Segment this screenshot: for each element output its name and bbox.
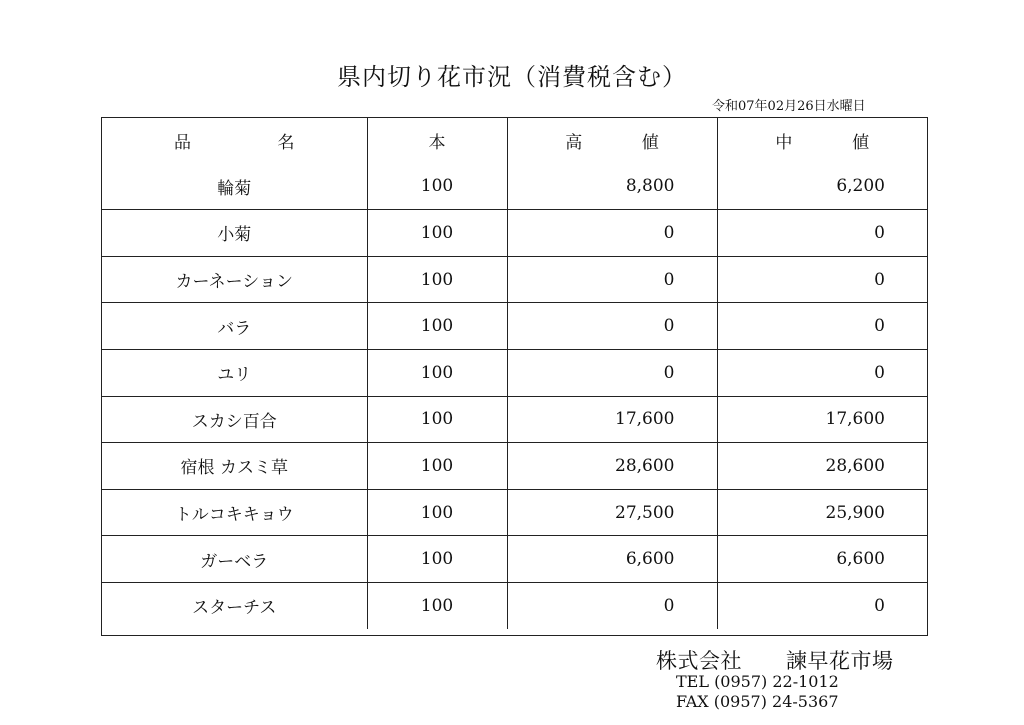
header-high-part1: 高: [565, 133, 583, 154]
high-price: 0: [507, 303, 717, 350]
header-quantity: 本: [367, 118, 507, 164]
company-type: 株式会社: [656, 649, 742, 673]
market-price-table: [101, 117, 928, 636]
header-high-part2: 値: [641, 133, 659, 154]
table-row: [102, 210, 927, 257]
quantity: 100: [367, 443, 507, 490]
table-row: [102, 303, 927, 350]
flower-name: スターチス: [102, 582, 367, 628]
table-row: [102, 396, 927, 443]
header-mid-part2: 値: [852, 133, 870, 154]
high-price: 0: [507, 256, 717, 303]
quantity: 100: [367, 210, 507, 257]
table-row: [102, 349, 927, 396]
flower-name: カーネーション: [102, 256, 367, 303]
company-title: 諫早花市場: [786, 649, 894, 673]
mid-price: 6,200: [836, 176, 885, 197]
quantity: 100: [367, 489, 507, 536]
quantity: 100: [367, 164, 507, 210]
flower-name: ガーベラ: [102, 536, 367, 583]
flower-name: スカシ百合: [102, 396, 367, 443]
mid-price: 17,600: [825, 409, 885, 430]
high-price: 27,500: [507, 489, 717, 536]
quantity: 100: [367, 396, 507, 443]
flower-name: トルコキキョウ: [102, 489, 367, 536]
high-price: 0: [507, 582, 717, 628]
fax-number: FAX (0957) 24-5367: [676, 692, 839, 711]
table-row: [102, 443, 927, 490]
table-row: [102, 582, 927, 628]
mid-price: 28,600: [825, 455, 885, 476]
flower-name: バラ: [102, 303, 367, 350]
mid-price: 0: [874, 595, 885, 616]
quantity: 100: [367, 303, 507, 350]
quantity: 100: [367, 536, 507, 583]
flower-name: 小菊: [102, 210, 367, 257]
table-row: [102, 536, 927, 583]
phone-number: TEL (0957) 22-1012: [676, 672, 839, 691]
high-price: 28,600: [507, 443, 717, 490]
flower-name: 輪菊: [102, 164, 367, 210]
header-mid-part1: 中: [775, 133, 793, 154]
high-price: 8,800: [507, 164, 717, 210]
flower-name: ユリ: [102, 349, 367, 396]
high-price: 17,600: [507, 396, 717, 443]
mid-price: 6,600: [836, 549, 885, 570]
table-header-row: [102, 118, 927, 164]
table-row: [102, 256, 927, 303]
header-name: [102, 118, 367, 164]
mid-price: 0: [874, 316, 885, 337]
high-price: 0: [507, 349, 717, 396]
table-row: [102, 164, 927, 210]
high-price: 0: [507, 210, 717, 257]
table-row: [102, 489, 927, 536]
header-name-part2: 名: [277, 133, 295, 154]
quantity: 100: [367, 349, 507, 396]
header-mid-price: [717, 118, 927, 164]
quantity: 100: [367, 582, 507, 628]
company-name: [656, 645, 894, 675]
header-name-part1: 品: [174, 133, 191, 154]
mid-price: 0: [874, 269, 885, 290]
mid-price: 25,900: [825, 502, 885, 523]
report-date: 令和07年02月26日水曜日: [712, 99, 866, 114]
mid-price: 0: [874, 362, 885, 383]
high-price: 6,600: [507, 536, 717, 583]
quantity: 100: [367, 256, 507, 303]
mid-price: 0: [874, 222, 885, 243]
flower-name: 宿根 カスミ草: [102, 443, 367, 490]
page-title: 県内切り花市況（消費税含む）: [337, 63, 687, 91]
header-high-price: [507, 118, 717, 164]
